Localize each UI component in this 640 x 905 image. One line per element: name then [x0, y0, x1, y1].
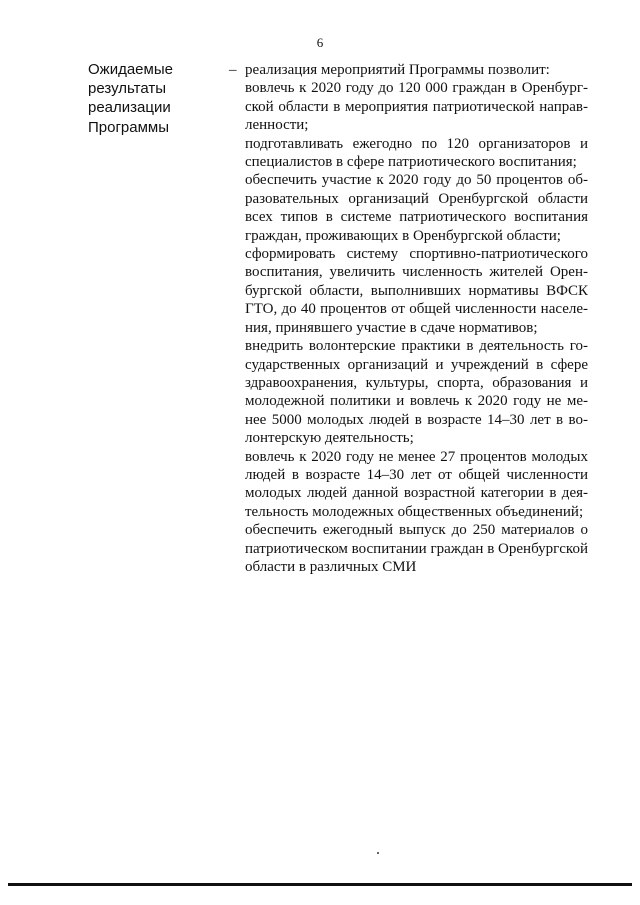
text-line: ленности; [245, 117, 309, 134]
text-line: молодых людей данной возрастной категории в дея- [245, 485, 588, 502]
text-line: нее 5000 молодых людей в возрасте 14–30 лет в во- [245, 411, 588, 428]
text-line: реализация мероприятий Программы позволит: [245, 62, 550, 78]
section-label-line: результаты [88, 80, 166, 98]
text-line: тельность молодежных общественных объединений; [245, 503, 584, 520]
text-line: бургской области, выполнивших нормативы ВФСК [245, 282, 588, 299]
text-line: разовательных организаций Оренбургской области [245, 190, 588, 207]
text-line: сформировать систему спортивно-патриотического [245, 246, 588, 263]
section-label-line: Ожидаемые [88, 61, 173, 78]
text-line: области в различных СМИ [245, 558, 417, 575]
section-label [88, 60, 198, 137]
text-line: специалистов в сфере патриотического воспитания; [245, 154, 577, 171]
text-line: ской области в мероприятия патриотической направ- [245, 98, 588, 115]
text-line: граждан, проживающих в Оренбургской области; [245, 227, 561, 244]
list-dash: – [229, 62, 237, 78]
text-line: сударственных организаций и учреждений в сфере [245, 356, 588, 373]
section-label-line: Программы [88, 118, 170, 136]
text-line: ния, принявшего участие в сдаче нормативов; [245, 319, 538, 336]
text-line: патриотическом воспитании граждан в Оренбургской [245, 540, 588, 557]
text-line: молодежной политики и вовлечь к 2020 году не ме- [245, 393, 588, 410]
section-label-line: реализации [88, 99, 171, 117]
text-line: обеспечить участие к 2020 году до 50 процентов об- [245, 172, 588, 189]
page-number: 6 [316, 35, 324, 50]
text-line: лонтерскую деятельность; [245, 430, 414, 447]
text-line: вовлечь к 2020 году до 120 000 граждан в Оренбург- [245, 80, 588, 97]
text-line: обеспечить ежегодный выпуск до 250 материалов о [245, 522, 588, 539]
text-line: ГТО, до 40 процентов от общей численности населе- [245, 301, 588, 318]
text-line: всех типов в системе патриотического воспитания [245, 209, 588, 226]
text-line: воспитания, увеличить численность жителей Орен- [245, 264, 588, 281]
text-line: вовлечь к 2020 году не менее 27 процентов молодых [245, 448, 588, 465]
expected-results-text [245, 61, 588, 576]
bottom-rule [8, 883, 632, 886]
text-line: подготавливать ежегодно по 120 организаторов и [245, 135, 588, 152]
text-line: здравоохранения, культуры, спорта, образования и [245, 374, 588, 391]
stray-mark [377, 852, 379, 854]
text-line: людей в возрасте 14–30 лет от общей численности [245, 466, 588, 483]
text-line: внедрить волонтерские практики в деятельность го- [245, 338, 588, 355]
